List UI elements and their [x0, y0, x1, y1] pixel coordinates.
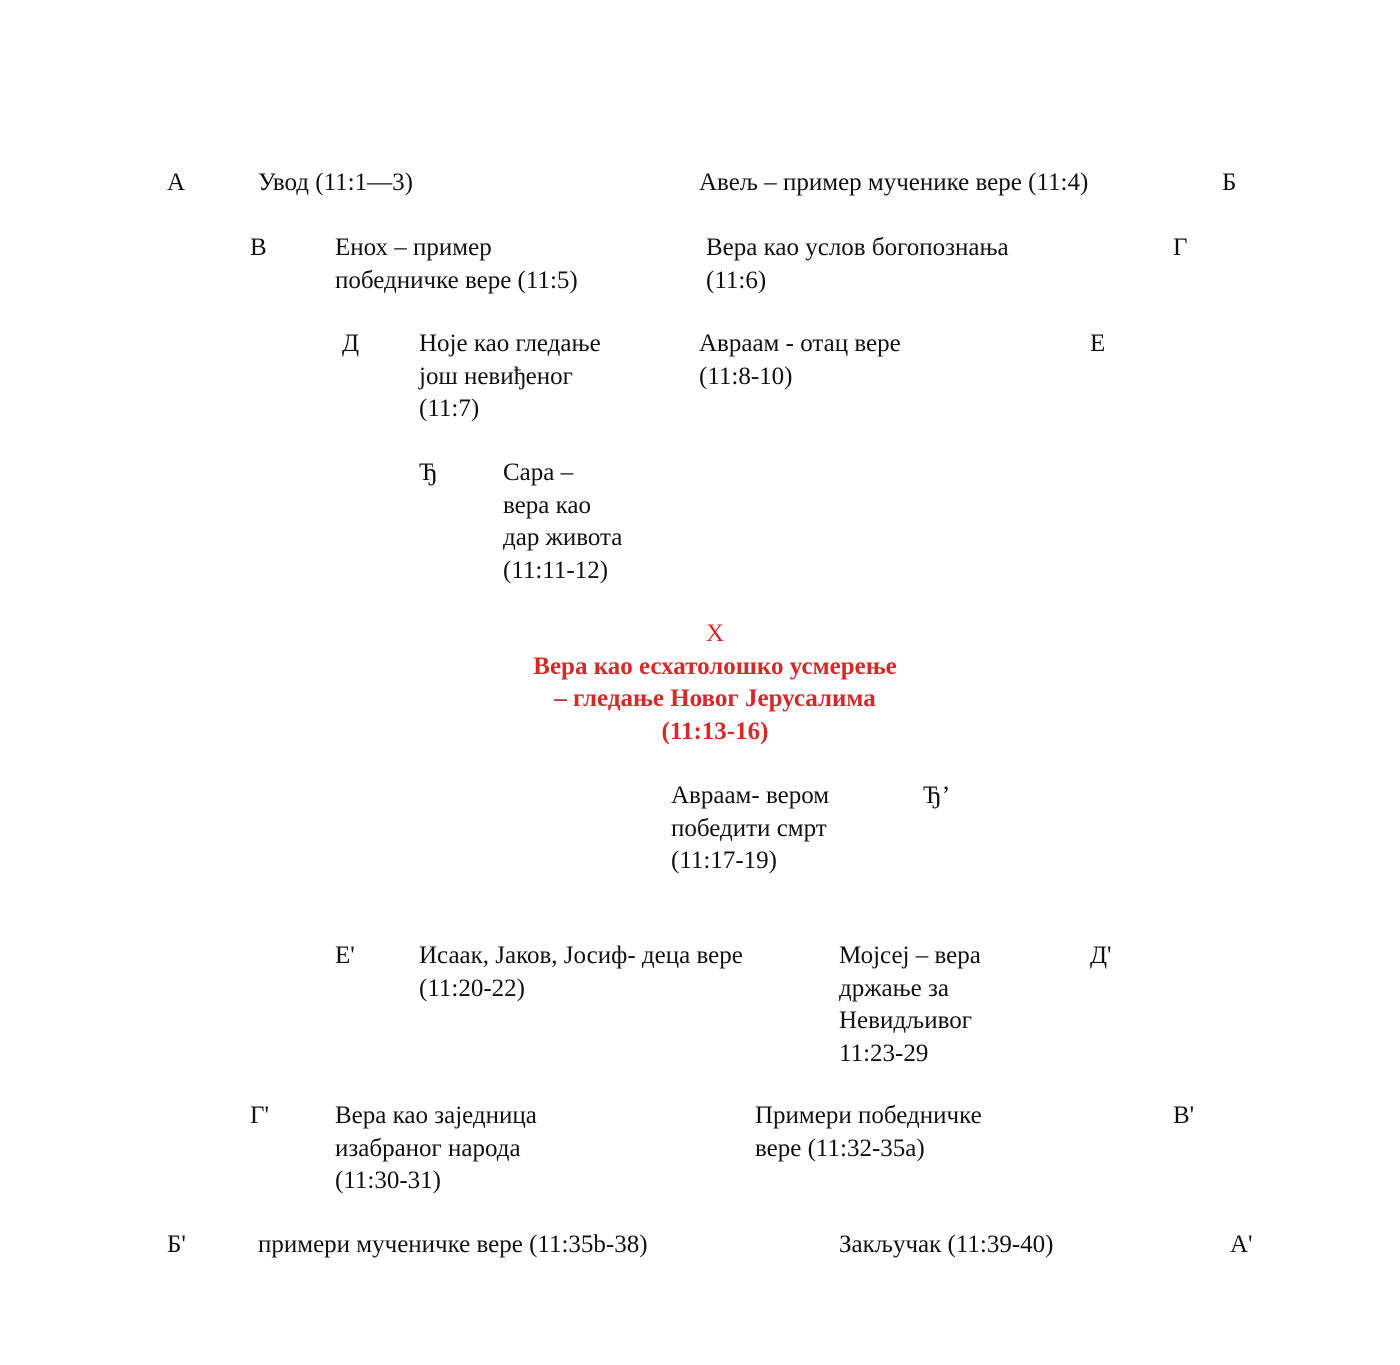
- text-b-abel: Авељ – пример мученике вере (11:4): [699, 169, 1089, 196]
- letter-dj2: Ђ’: [923, 782, 951, 809]
- letter-b2: Б': [167, 1231, 186, 1258]
- text-dj-sarah: Сара – вера као дар живота (11:11-12): [503, 459, 623, 584]
- text-d-noah: Ноје као гледање још невиђеног (11:7): [419, 330, 601, 422]
- text-d2-moses: Мојсеј – вера држање за Невидљивог 11:23-29: [839, 942, 981, 1067]
- letter-a2: А': [1230, 1231, 1253, 1258]
- letter-b: Б: [1222, 169, 1237, 196]
- letter-dj: Ђ: [419, 459, 438, 486]
- text-x-eschatological-orientation: Вера као есхатолошко усмерење – гледање Новог Јерусалима (11:13-16): [533, 652, 897, 745]
- text-v-enoch: Енох – пример победничке вере (11:5): [335, 234, 578, 294]
- text-b2-martyr-examples: примери мученичке вере (11:35b-38): [258, 1231, 648, 1258]
- text-dj2-abraham-victory: Авраам- вером победити смрт (11:17-19): [671, 782, 830, 874]
- letter-v: В: [250, 234, 267, 261]
- text-v2-victorious-examples: Примери победничке вере (11:32-35а): [755, 1102, 982, 1162]
- text-a-introduction: Увод (11:1—3): [258, 169, 413, 196]
- letter-e2: Е': [335, 942, 355, 969]
- letter-a: А: [167, 169, 186, 196]
- letter-x: Х: [705, 620, 725, 647]
- text-e2-isaac-jacob-joseph: Исаак, Јаков, Јосиф- деца вере (11:20-22): [419, 942, 743, 1002]
- letter-v2: В': [1173, 1102, 1195, 1129]
- text-g2-community: Вера као заједница изабраног народа (11:30-31): [335, 1102, 537, 1194]
- letter-g: Г: [1173, 234, 1188, 261]
- text-e-abraham: Авраам - отац вере (11:8-10): [699, 330, 901, 390]
- letter-g2: Г': [250, 1102, 269, 1129]
- chiasm-center: [470, 618, 960, 748]
- text-a2-conclusion: Закључак (11:39-40): [839, 1231, 1054, 1258]
- letter-d: Д: [342, 330, 360, 357]
- letter-e: Е: [1090, 330, 1106, 357]
- letter-d2: Д': [1090, 942, 1112, 969]
- text-g-faith-condition: Вера као услов богопознања (11:6): [706, 234, 1009, 294]
